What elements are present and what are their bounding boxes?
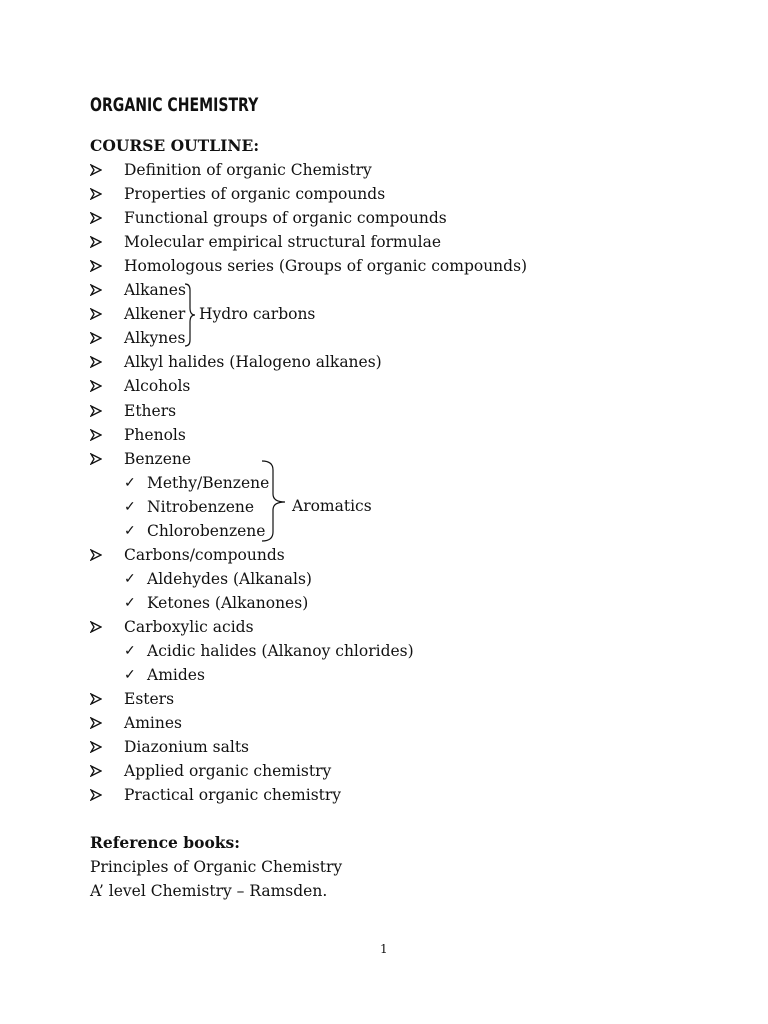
outline-item (0, 543, 700, 567)
arrow-bullet-icon (90, 423, 104, 441)
outline-item (0, 711, 700, 735)
outline-item (0, 350, 700, 374)
outline-item (0, 278, 700, 302)
checkmark-bullet-icon: ✓ (124, 594, 136, 611)
outline-item (0, 302, 700, 326)
outline-subitem-label: Nitrobenzene (147, 497, 255, 516)
arrow-bullet-icon (90, 254, 104, 272)
checkmark-bullet-icon: ✓ (124, 474, 136, 491)
checkmark-bullet-icon: ✓ (124, 570, 136, 587)
arrow-bullet-icon (90, 230, 104, 248)
outline-item-label: Properties of organic compounds (124, 185, 386, 204)
arrow-bullet-icon (90, 158, 104, 176)
checkmark-bullet-icon: ✓ (124, 498, 136, 515)
outline-item (0, 399, 700, 423)
outline-item (0, 206, 700, 230)
arrow-bullet-icon (90, 735, 104, 753)
outline-subitem-label: Methy/Benzene (147, 473, 270, 492)
arrow-bullet-icon (90, 615, 104, 633)
outline-subitem-label: Ketones (Alkanones) (147, 593, 309, 612)
outline-item-label: Functional groups of organic compounds (124, 209, 447, 228)
arrow-bullet-icon (90, 399, 104, 417)
outline-item (0, 326, 700, 350)
arrow-bullet-icon (90, 543, 104, 561)
arrow-bullet-icon (90, 350, 104, 368)
outline-item (0, 447, 700, 471)
outline-item (0, 783, 700, 807)
outline-item-label: Carboxylic acids (124, 617, 254, 636)
outline-item-label: Alkener (124, 305, 186, 324)
hydrocarbons-brace-icon (183, 282, 197, 348)
outline-subitem (0, 591, 700, 615)
aromatics-brace-icon (259, 458, 289, 544)
outline-item (0, 687, 700, 711)
checkmark-bullet-icon: ✓ (124, 667, 136, 684)
arrow-bullet-icon (90, 206, 104, 224)
outline-subitem-label: Aldehydes (Alkanals) (147, 569, 312, 588)
outline-item-label: Applied organic chemistry (124, 762, 332, 781)
outline-item-label: Diazonium salts (124, 738, 250, 757)
outline-subitem (0, 471, 700, 495)
outline-item (0, 230, 700, 254)
outline-item (0, 182, 700, 206)
checkmark-bullet-icon: ✓ (124, 522, 136, 539)
outline-item-label: Alkanes (124, 281, 186, 300)
outline-item (0, 615, 700, 639)
outline-subitem-label: Acidic halides (Alkanoy chlorides) (147, 642, 414, 660)
document-title: ORGANIC CHEMISTRY (90, 94, 259, 116)
outline-item-label: Definition of organic Chemistry (124, 161, 372, 179)
arrow-bullet-icon (90, 783, 104, 801)
arrow-bullet-icon (90, 687, 104, 705)
outline-item-label: Esters (124, 690, 175, 709)
outline-item (0, 423, 700, 447)
outline-item-label: Molecular empirical structural formulae (124, 233, 441, 252)
outline-item-label: Alcohols (124, 377, 191, 396)
outline-item-label: Phenols (124, 425, 186, 444)
reference-books-heading: Reference books: (90, 833, 240, 852)
outline-item-label: Carbons/compounds (124, 545, 285, 564)
reference-book-2: A’ level Chemistry – Ramsden. (90, 882, 328, 900)
outline-item (0, 254, 700, 278)
outline-item-label: Amines (124, 714, 182, 733)
outline-subitem (0, 639, 700, 663)
arrow-bullet-icon (90, 278, 104, 296)
outline-item-label: Practical organic chemistry (124, 786, 342, 805)
aromatics-label: Aromatics (292, 497, 372, 515)
outline-item (0, 735, 700, 759)
arrow-bullet-icon (90, 182, 104, 200)
outline-item (0, 374, 700, 398)
arrow-bullet-icon (90, 302, 104, 320)
arrow-bullet-icon (90, 374, 104, 392)
arrow-bullet-icon (90, 711, 104, 729)
arrow-bullet-icon (90, 326, 104, 344)
arrow-bullet-icon (90, 447, 104, 465)
outline-subitem (0, 567, 700, 591)
outline-item-label: Benzene (124, 449, 192, 468)
checkmark-bullet-icon: ✓ (124, 643, 136, 659)
outline-item-label: Alkyl halides (Halogeno alkanes) (124, 353, 382, 372)
course-outline-heading: COURSE OUTLINE: (90, 136, 260, 155)
arrow-bullet-icon (90, 759, 104, 777)
outline-item (0, 759, 700, 783)
page-number: 1 (380, 942, 388, 956)
outline-item (0, 158, 700, 182)
outline-item-label: Ethers (124, 401, 177, 420)
hydrocarbons-label: Hydro carbons (199, 305, 316, 323)
outline-subitem-label: Chlorobenzene (147, 521, 266, 540)
outline-subitem (0, 519, 700, 543)
outline-subitem (0, 663, 700, 687)
outline-item-label: Homologous series (Groups of organic compounds) (124, 257, 528, 276)
reference-book-1: Principles of Organic Chemistry (90, 858, 343, 876)
outline-subitem-label: Amides (147, 666, 205, 685)
outline-item-label: Alkynes (124, 329, 186, 348)
